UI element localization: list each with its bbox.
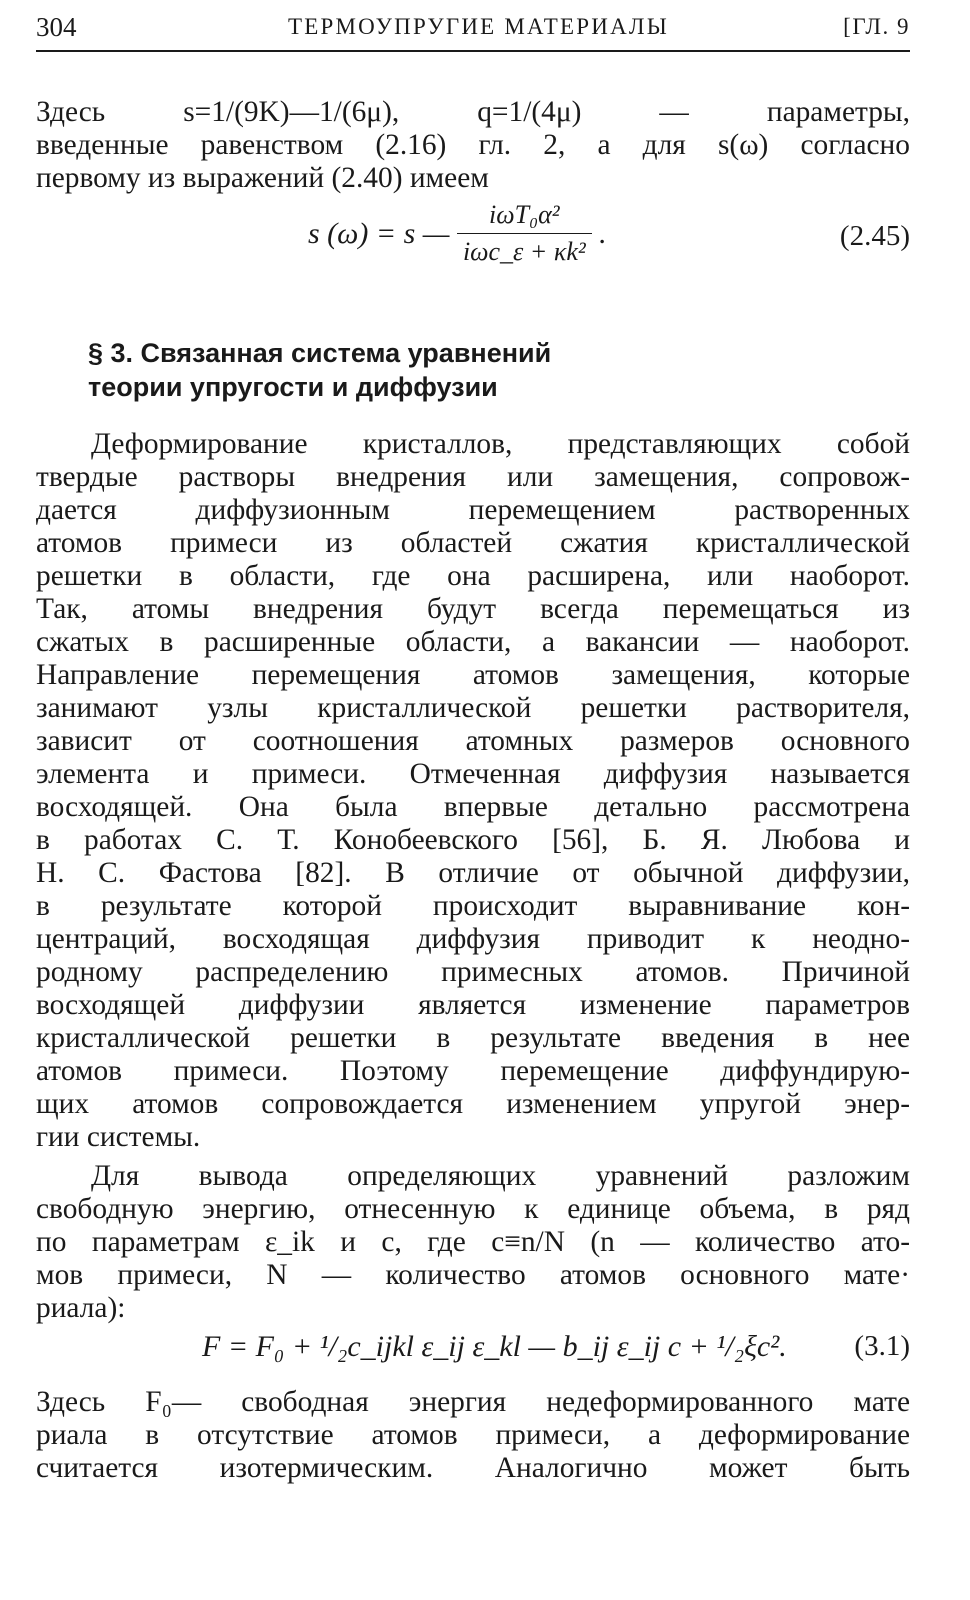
text-line: Н. С. Фастова [82]. В отличие от обычной диффузии, bbox=[36, 857, 910, 889]
text-line: в работах С. Т. Конобеевского [56], Б. Я. Любова и bbox=[36, 824, 910, 856]
body-paragraph-3 bbox=[36, 1386, 910, 1485]
text-line: восходящей диффузии является изменение параметров bbox=[36, 989, 910, 1021]
text-line: по параметрам ε_ik и c, где c≡n/N (n — количество ато- bbox=[36, 1226, 910, 1258]
intro-paragraph bbox=[36, 96, 910, 195]
page-number: 304 bbox=[36, 12, 77, 42]
text-line: риала в отсутствие атомов примеси, а деформирование bbox=[36, 1419, 910, 1451]
fraction-denominator: iωc_ε + κk² bbox=[462, 237, 586, 266]
section-heading-line: теории упругости и диффузии bbox=[88, 372, 498, 402]
text-line: атомов примеси из областей сжатия кристаллической bbox=[36, 527, 910, 559]
text-line: твердые растворы внедрения или замещения, сопровож- bbox=[36, 461, 910, 493]
text-line: дается диффузионным перемещением растворенных bbox=[36, 494, 910, 526]
running-header bbox=[36, 12, 910, 42]
body-paragraph-2 bbox=[36, 1160, 910, 1325]
header-rule bbox=[36, 50, 910, 52]
equation-tail: . bbox=[599, 216, 607, 250]
text-line: Так, атомы внедрения будут всегда перемещаться из bbox=[36, 593, 910, 625]
text-line: введенные равенством (2.16) гл. 2, а для s(ω) согласно bbox=[36, 129, 910, 161]
text-line: щих атомов сопровождается изменением упругой энер- bbox=[36, 1088, 910, 1120]
text-line: решетки в области, где она расширена, или наоборот. bbox=[36, 560, 910, 592]
text-line: Для вывода определяющих уравнений разложим bbox=[91, 1160, 910, 1192]
text-line: свободную энергию, отнесенную к единице объема, в ряд bbox=[36, 1193, 910, 1225]
text-line: Направление перемещения атомов замещения, которые bbox=[36, 659, 910, 691]
equation-lhs: s (ω) = s — bbox=[308, 216, 450, 250]
text-line: центраций, восходящая диффузия приводит к неодно- bbox=[36, 923, 910, 955]
text-line: в результате которой происходит выравнивание кон- bbox=[36, 890, 910, 922]
equation-3-1 bbox=[202, 1330, 910, 1370]
text-line: атомов примеси. Поэтому перемещение диффундирую- bbox=[36, 1055, 910, 1087]
section-heading-line: § 3. Связанная система уравнений bbox=[88, 338, 552, 368]
section-heading bbox=[88, 336, 551, 404]
equation-body: F = F₀ + ¹/₂c_ijkl ε_ij ε_kl — b_ij ε_ij c + ¹/₂ξc². bbox=[202, 1330, 787, 1363]
chapter-label: [ГЛ. 9 bbox=[843, 14, 910, 39]
text-line: считается изотермическим. Аналогично может быть bbox=[36, 1452, 910, 1484]
equation-2-45 bbox=[308, 200, 910, 280]
text-line: Деформирование кристаллов, представляющих собой bbox=[91, 428, 910, 460]
body-paragraph-1 bbox=[36, 428, 910, 1154]
text-line: риала): bbox=[36, 1292, 126, 1324]
text-line: Здесь F₀— свободная энергия недеформированного мате bbox=[36, 1386, 910, 1418]
fraction-numerator: iωT₀α² bbox=[457, 200, 592, 234]
text-line: первому из выражений (2.40) имеем bbox=[36, 162, 489, 194]
text-line: восходящей. Она была впервые детально рассмотрена bbox=[36, 791, 910, 823]
text-line: элемента и примеси. Отмеченная диффузия называется bbox=[36, 758, 910, 790]
equation-fraction bbox=[457, 200, 592, 267]
equation-number: (2.45) bbox=[839, 220, 910, 252]
text-line: сжатых в расширенные области, а вакансии — наоборот. bbox=[36, 626, 910, 658]
text-line: занимают узлы кристаллической решетки растворителя, bbox=[36, 692, 910, 724]
text-line: гии системы. bbox=[36, 1121, 201, 1153]
text-line: кристаллической решетки в результате введения в нее bbox=[36, 1022, 910, 1054]
running-title: ТЕРМОУПРУГИЕ МАТЕРИАЛЫ bbox=[288, 14, 669, 39]
text-line: мов примеси, N — количество атомов основного мате· bbox=[36, 1259, 910, 1291]
text-line: зависит от соотношения атомных размеров основного bbox=[36, 725, 910, 757]
text-line: родному распределению примесных атомов. Причиной bbox=[36, 956, 910, 988]
text-line: Здесь s=1/(9K)—1/(6μ), q=1/(4μ) — параметры, bbox=[36, 96, 910, 128]
equation-number: (3.1) bbox=[854, 1330, 910, 1362]
